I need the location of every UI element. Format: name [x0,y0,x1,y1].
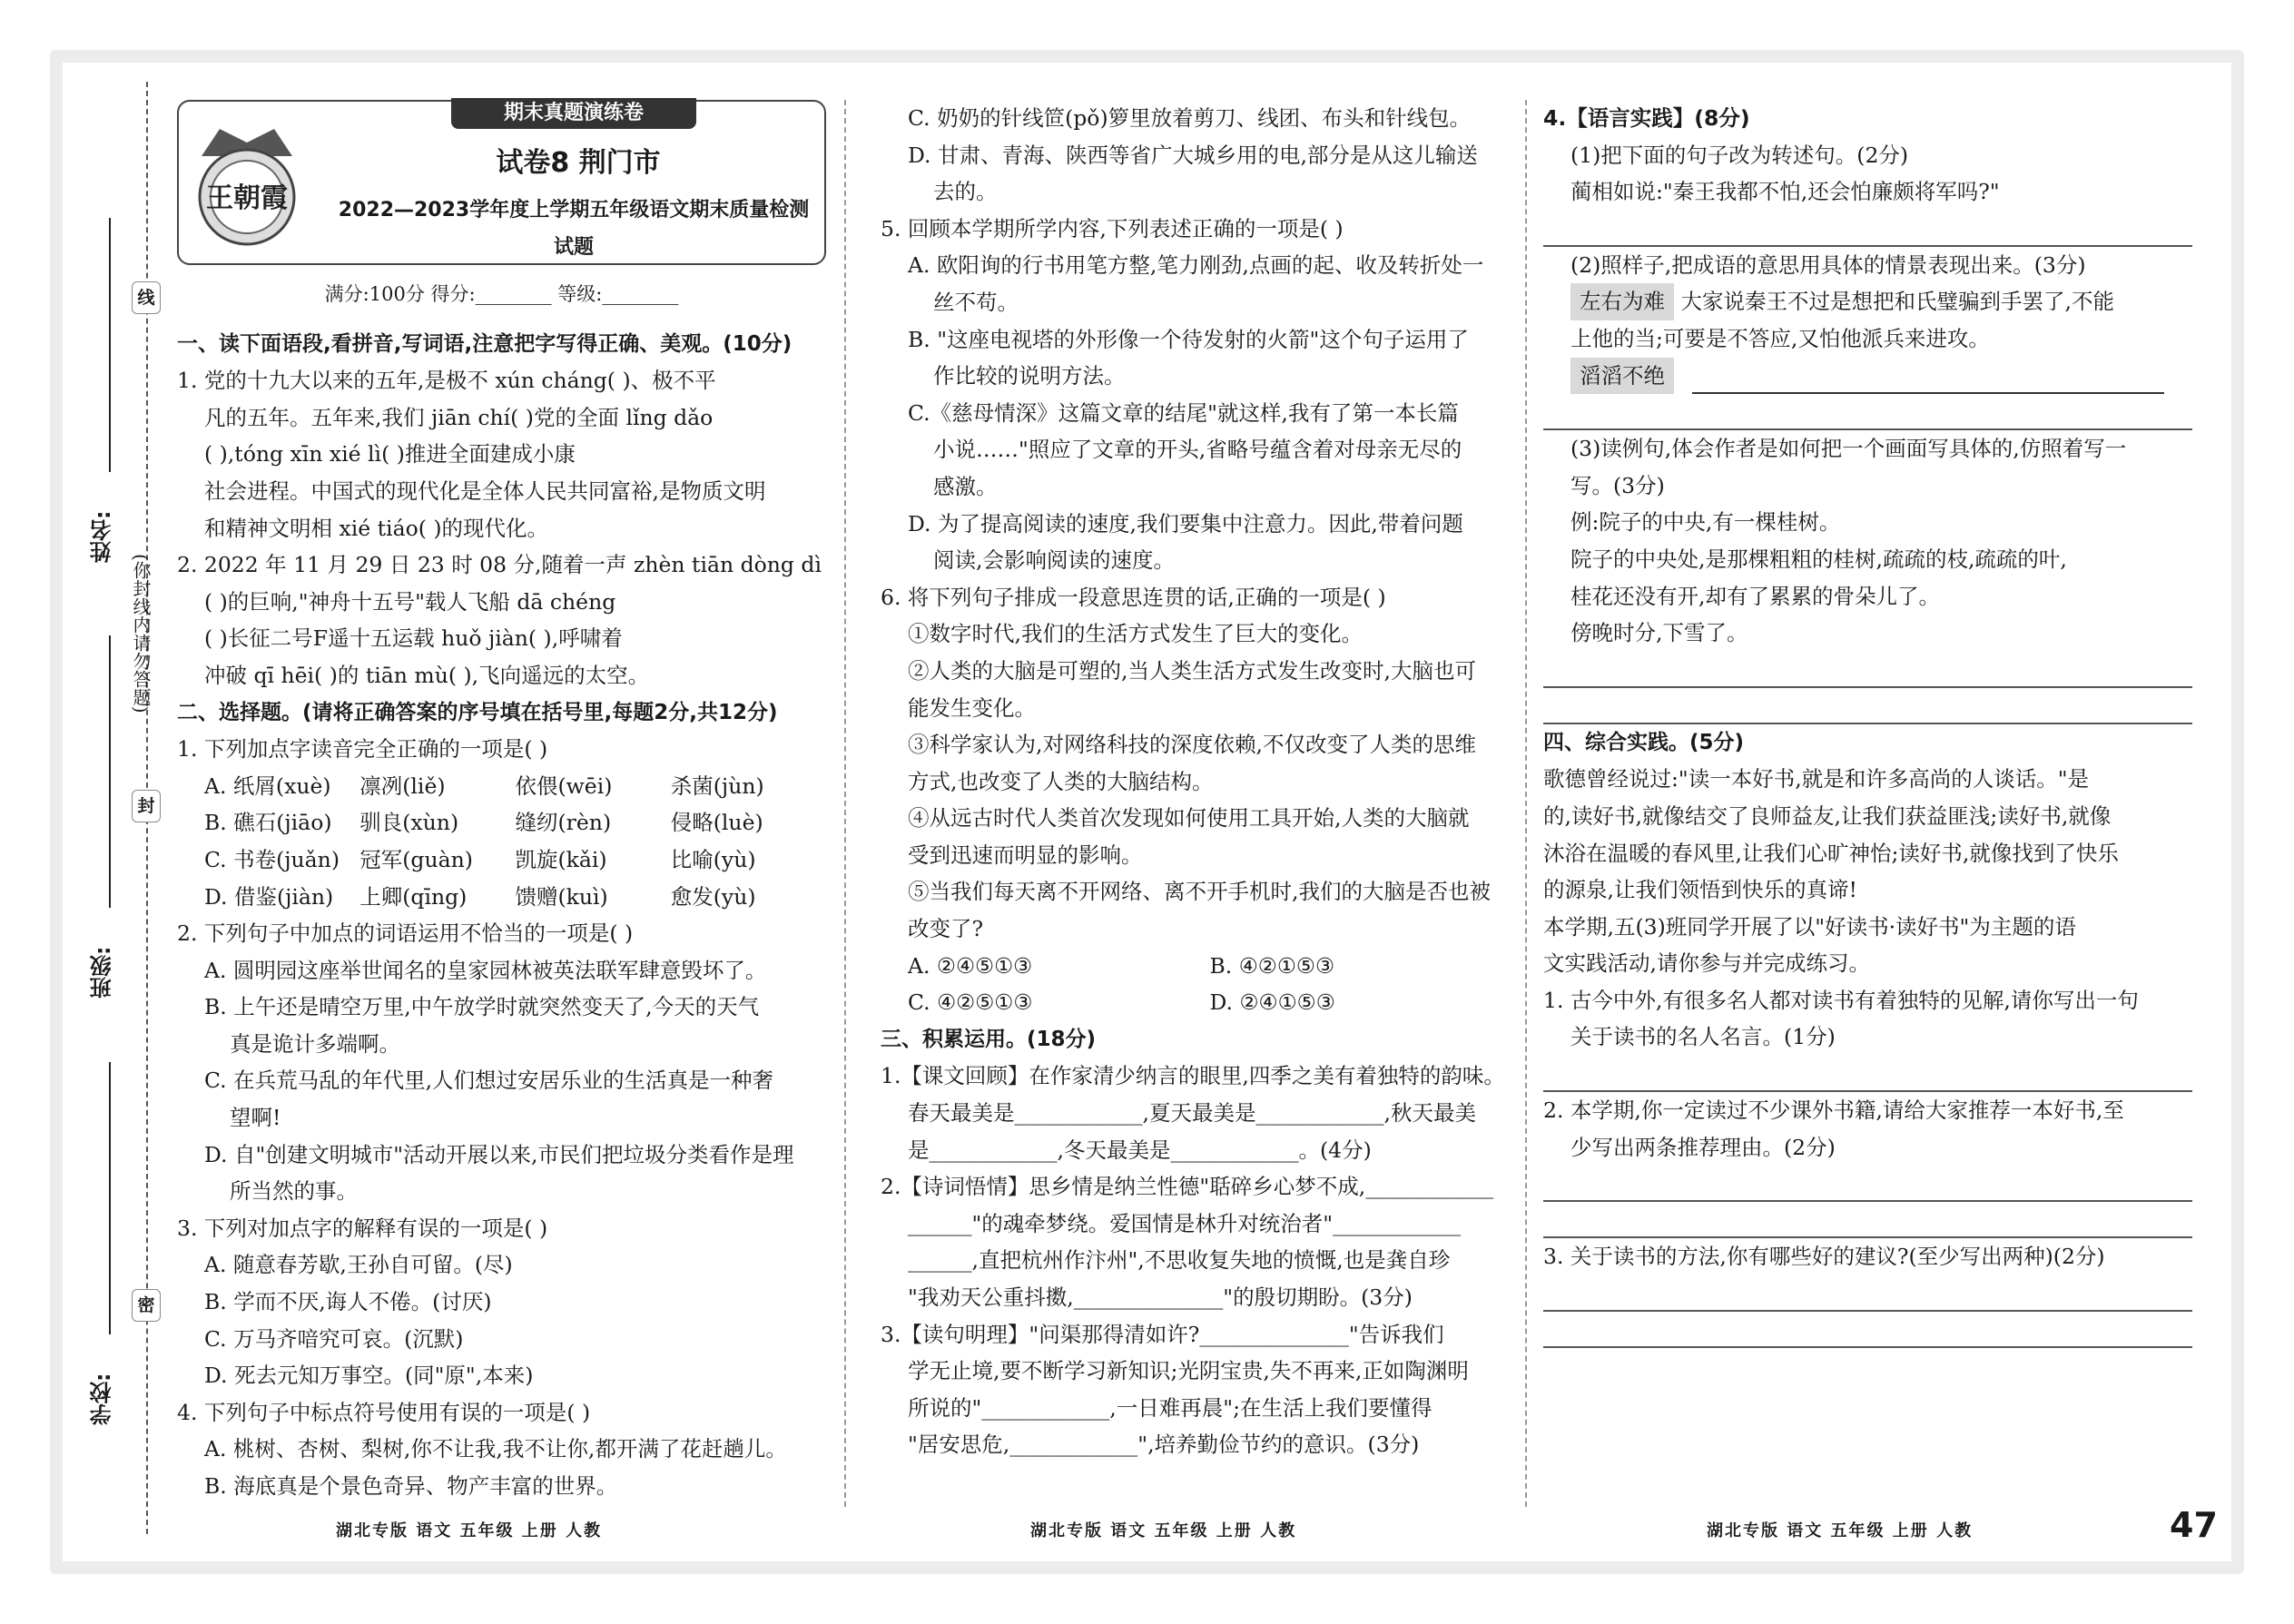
question-line: 少写出两条推荐理由。(2分) [1570,1134,1836,1160]
question-line: 桂花还没有开,却有了累累的骨朵儿了。 [1570,583,1940,609]
question-line: 院子的中央处,是那棵粗粗的桂树,疏疏的枝,疏疏的叶, [1570,546,2067,572]
option-item: C. ④②⑤①③ [908,989,1033,1016]
answer-blank[interactable] [1692,367,2164,394]
option-item: 依偎(wēi) [515,773,613,799]
header-tab: 期末真题演练卷 [451,98,696,129]
question-line: 沐浴在温暖的春风里,让我们心旷神怡;读好书,就像找到了快乐 [1543,840,2119,866]
question-line: 1. 下列加点字读音完全正确的一项是( ) [177,736,548,763]
question-line: 社会进程。中国式的现代化是全体人民共同富裕,是物质文明 [204,477,766,504]
question-line: 凡的五年。五年来,我们 jiān chí( )党的全面 lǐng dǎo [204,404,714,430]
question-line: 1. 党的十九大以来的五年,是极不 xún cháng( )、极不平 [177,368,716,394]
name-label: 姓名: [90,510,115,563]
section-heading: 三、积累运用。(18分) [881,1027,1097,1051]
question-line: ②人类的大脑是可塑的,当人类生活方式发生改变时,大脑也可 [908,657,1476,684]
class-field[interactable] [109,635,111,908]
option-row [177,768,826,805]
question-line: C. 在兵荒马乱的年代里,人们想过安居乐业的生活真是一种奢 [204,1068,774,1094]
seal-mark-xian: 线 [132,281,161,314]
question-line: A. 欧阳询的行书用笔方整,笔力刚劲,点画的起、收及转折处一 [908,252,1484,279]
question-line: 冲破 qī hēi( )的 tiān mù( ),飞向遥远的太空。 [204,662,650,688]
school-label: 学校: [90,1373,115,1425]
option-item: D. ②④①⑤③ [1209,989,1335,1016]
question-line: 1.【课文回顾】在作家清少纳言的眼里,四季之美有着独特的韵味。 [881,1063,1505,1089]
idiom-chip: 滔滔不绝 [1570,358,1674,395]
column-3 [1543,100,2192,1348]
section-heading: 一、读下面语段,看拼音,写词语,注意把字写得正确、美观。(10分) [177,331,793,356]
question-line: A. 桃树、杏树、梨树,你不让我,我不让你,都开满了花赶趟儿。 [204,1436,787,1462]
question-line: 2. 下列句子中加点的词语运用不恰当的一项是( ) [177,920,634,947]
footer-text: 湖北专版 语文 五年级 上册 人教 [336,1521,603,1540]
question-line: 所当然的事。 [230,1178,358,1205]
question-line: 6. 将下列句子排成一段意思连贯的话,正确的一项是( ) [881,584,1386,610]
question-line: B. 学而不厌,诲人不倦。(讨厌) [204,1289,492,1315]
option-item: 比喻(yù) [670,846,756,872]
option-item: 凯旋(kǎi) [515,846,607,872]
question-line: (2)照样子,把成语的意思用具体的情景表现出来。(3分) [1570,251,2086,278]
question-line: 关于读书的名人名言。(1分) [1570,1024,1836,1050]
question-line: A. 随意春芳歇,王孙自可留。(尽) [204,1252,513,1278]
question-line: 4.【语言实践】(8分) [1543,105,1750,131]
question-line: 本学期,五(3)班同学开展了以"好读书·读好书"为主题的语 [1543,913,2076,940]
answer-line[interactable] [1543,1275,2192,1312]
question-line: 受到迅速而明显的影响。 [908,842,1143,868]
option-item: 冠军(guàn) [359,846,473,872]
question-line: B. "这座电视塔的外形像一个待发射的火箭"这个句子运用了 [908,326,1469,352]
question-line: "我劝天公重抖擞,______________"的殷切期盼。(3分) [908,1284,1413,1310]
question-line: 阅读,会影响阅读的速度。 [933,547,1175,574]
question-line: 2. 2022 年 11 月 29 日 23 时 08 分,随着一声 zhèn tiān dòng dì [177,552,822,578]
answer-line[interactable] [1543,1056,2192,1092]
answer-line[interactable] [1543,652,2192,688]
question-line: 方式,也改变了人类的大脑结构。 [908,768,1214,794]
school-field[interactable] [109,1062,111,1334]
question-line: 3. 关于读书的方法,你有哪些好的建议?(至少写出两种)(2分) [1543,1244,2105,1270]
question-line: 所说的"____________,一日难再晨";在生活上我们要懂得 [908,1394,1433,1421]
question-line: 3.【读句明理】"问渠那得清如许?______________"告诉我们 [881,1321,1444,1347]
option-item: A. ②④⑤①③ [908,952,1033,979]
question-line: 的,读好书,就像结交了良师益友,让我们获益匪浅;读好书,就像 [1543,802,2112,829]
question-line: 2. 本学期,你一定读过不少课外书籍,请给大家推荐一本好书,至 [1543,1097,2124,1124]
option-item: 杀菌(jùn) [670,773,764,799]
idiom-sentence: 大家说秦王不过是想把和氏璧骗到手罢了,不能 [1674,289,2114,315]
paper-header [177,100,826,265]
column-1-body [177,326,826,1505]
answer-line[interactable] [1543,1312,2192,1348]
binding-margin [86,82,159,1534]
column-divider [1525,100,1527,1507]
question-line: 真是诡计多端啊。 [230,1030,400,1057]
column-2 [881,100,1511,1463]
option-item: D. 借鉴(jiàn) [204,883,334,910]
question-line: ⑤当我们每天离不开网络、离不开手机时,我们的大脑是否也被 [908,879,1491,905]
question-line: 作比较的说明方法。 [933,363,1126,389]
question-line: 小说……"照应了文章的开头,省略号蕴含着对母亲无尽的 [933,437,1462,463]
question-line: ______"的魂牵梦绕。爱国情是林升对统治者"____________ [908,1210,1462,1236]
score-line: 满分:100分 得分:________ 等级:________ [324,283,679,305]
idiom-example [1543,283,2192,320]
question-line: 写。(3分) [1570,472,1665,498]
question-line: "居安思危,____________",培养勤俭节约的意识。(3分) [908,1432,1420,1458]
question-line: D. 甘肃、青海、陕西等省广大城乡用的电,部分是从这儿输送 [908,142,1478,168]
column-divider [844,100,846,1507]
answer-line[interactable] [1543,1202,2192,1238]
seal-mark-mi: 密 [132,1289,161,1322]
idiom-example [1543,358,2192,395]
question-line: 2.【诗词悟情】思乡情是纳兰性德"聒碎乡心梦不成,____________ [881,1174,1494,1200]
question-line: 3. 下列对加点字的解释有误的一项是( ) [177,1215,548,1241]
option-item: B. ④②①⑤③ [1209,952,1335,979]
question-line: ______,直把杭州作汴州",不思收复失地的愤慨,也是龚自珍 [908,1247,1451,1274]
question-line: ( )长征二号F遥十五运载 huǒ jiàn( ),呼啸着 [204,625,623,652]
question-line: B. 海底真是个景色奇异、物产丰富的世界。 [204,1473,618,1499]
idiom-chip: 左右为难 [1570,283,1674,320]
question-line: ( )的巨响,"神舟十五号"载人飞船 dā chéng [204,588,616,615]
question-line: C. 万马齐喑究可哀。(沉默) [204,1325,464,1352]
question-line: D. 自"创建文明城市"活动开展以来,市民们把垃圾分类看作是理 [204,1141,794,1167]
option-item: A. 纸屑(xuè) [204,773,331,799]
question-line: 望啊! [230,1105,281,1131]
answer-line[interactable] [1543,394,2192,430]
question-line: (3)读例句,体会作者是如何把一个画面写具体的,仿照着写一 [1570,436,2127,462]
option-item: 缝纫(rèn) [515,810,612,836]
option-item: C. 书卷(juǎn) [204,846,340,872]
class-label: 班级: [90,946,115,999]
question-line: 学无止境,要不断学习新知识;光阴宝贵,失不再来,正如陶渊明 [908,1358,1469,1384]
option-item: 上卿(qīng) [359,883,468,910]
paper-title: 试卷8 荆门市 [496,147,661,179]
name-field[interactable] [109,218,111,472]
question-line: ④从远古时代人类首次发现如何使用工具开始,人类的大脑就 [908,805,1470,832]
question-line: 歌德曾经说过:"读一本好书,就是和许多高尚的人谈话。"是 [1543,766,2090,792]
answer-line[interactable] [1543,1166,2192,1202]
question-line: 去的。 [933,179,998,205]
option-row [881,948,1511,985]
option-item: 凛冽(liě) [359,773,446,799]
question-line: 感激。 [933,473,998,499]
seal-mark-feng: 封 [132,790,161,822]
question-line: A. 圆明园这座举世闻名的皇家园林被英法联军肆意毁坏了。 [204,957,767,983]
logo-text: 王朝霞 [206,182,288,214]
option-item: 愈发(yù) [670,883,756,910]
question-line: 例:院子的中央,有一棵桂树。 [1570,509,1841,536]
question-line: B. 上午还是晴空万里,中午放学时就突然变天了,今天的天气 [204,994,760,1020]
column-1 [177,100,826,1505]
question-line: 4. 下列句子中标点符号使用有误的一项是( ) [177,1399,591,1425]
option-row [881,984,1511,1021]
question-line: ①数字时代,我们的生活方式发生了巨大的变化。 [908,621,1363,647]
section-heading: 四、综合实践。(5分) [1543,730,1745,754]
question-line: ( ),tóng xīn xié lì( )推进全面建成小康 [204,441,576,468]
answer-line[interactable] [1543,211,2192,247]
question-line: C. 奶奶的针线笸(pǒ)箩里放着剪刀、线团、布头和针线包。 [908,105,1472,131]
question-line: ③科学家认为,对网络科技的深度依赖,不仅改变了人类的思维 [908,732,1476,758]
footer-text: 湖北专版 语文 五年级 上册 人教 [1707,1521,1974,1540]
question-line: D. 为了提高阅读的速度,我们要集中注意力。因此,带着问题 [908,510,1463,536]
column-3-body [1543,100,2192,1348]
option-item: 侵略(luè) [670,810,763,836]
question-line: 蔺相如说:"秦王我都不怕,还会怕廉颇将军吗?" [1570,179,2000,205]
page-number: 47 [2170,1505,2218,1545]
question-line: C.《慈母情深》这篇文章的结尾"就这样,我有了第一本长篇 [908,399,1459,426]
question-line: 上他的当;可要是不答应,又怕他派兵来进攻。 [1570,325,1990,351]
option-row [177,804,826,842]
binding-note: (你封线内请勿答题) [130,554,152,714]
option-row [177,842,826,879]
question-line: 和精神文明相 xié tiáo( )的现代化。 [204,515,549,541]
question-line: 1. 古今中外,有很多名人都对读书有着独特的见解,请你写出一句 [1543,987,2139,1013]
question-line: 文实践活动,请你参与并完成练习。 [1543,950,1870,977]
option-item: B. 礁石(jiāo) [204,810,332,836]
question-line: 是____________,冬天最美是____________。(4分) [908,1137,1372,1163]
question-line: 改变了? [908,916,984,942]
option-item: 驯良(xùn) [359,810,459,836]
option-row [177,879,826,916]
question-line: D. 死去元知万事空。(同"原",本来) [204,1363,534,1389]
question-line: 傍晚时分,下雪了。 [1570,620,1748,646]
logo-seal-icon [188,120,306,247]
option-item: 馈赠(kuì) [515,883,608,910]
question-line: 丝不苟。 [933,289,1019,315]
question-line: 春天最美是____________,夏天最美是____________,秋天最美 [908,1100,1476,1127]
section-heading: 二、选择题。(请将正确答案的序号填在括号里,每题2分,共12分) [177,700,778,724]
paper-subtitle: 2022—2023学年度上学期五年级语文期末质量检测试题 [338,199,810,259]
answer-line[interactable] [1543,688,2192,724]
column-2-body [881,100,1511,1463]
question-line: 5. 回顾本学期所学内容,下列表述正确的一项是( ) [881,215,1344,241]
footer-text: 湖北专版 语文 五年级 上册 人教 [1030,1521,1297,1540]
question-line: 能发生变化。 [908,694,1036,721]
question-line: (1)把下面的句子改为转述句。(2分) [1570,142,1909,168]
question-line: 的源泉,让我们领悟到快乐的真谛! [1543,877,1857,903]
